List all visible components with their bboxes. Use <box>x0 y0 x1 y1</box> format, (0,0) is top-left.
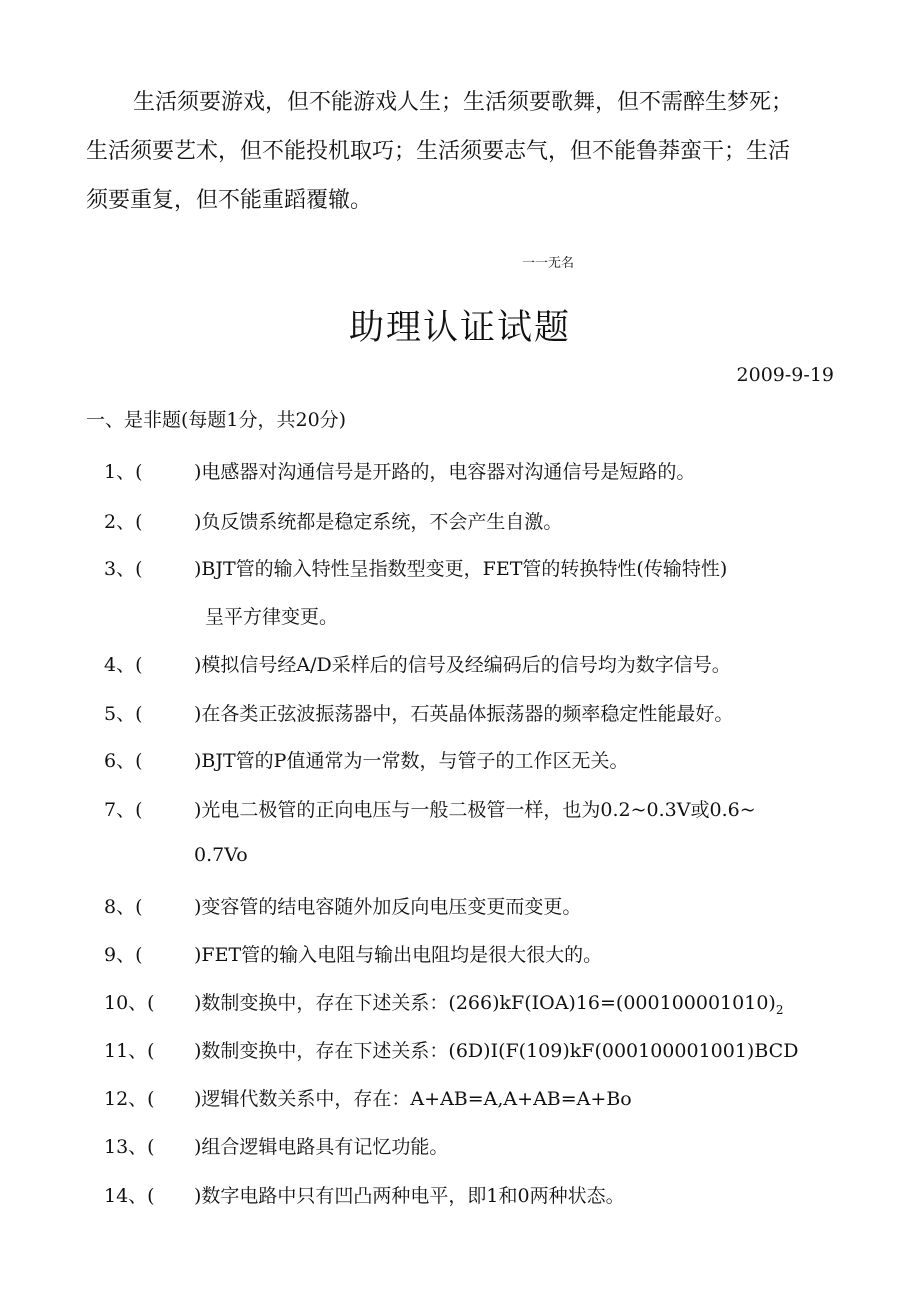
question-item <box>104 650 731 677</box>
question-item <box>104 988 784 1017</box>
question-text: )负反馈系统都是稳定系统，不会产生自激。 <box>194 511 563 533</box>
question-text: )FET管的输入电阻与输出电阻均是很大很大的。 <box>194 944 603 966</box>
question-number: 5、( <box>104 703 143 725</box>
question-text: )数制变换中，存在下述关系：(6D)I(F(109)kF(000100001001)BCD <box>194 1040 799 1062</box>
question-text-continuation: 0.7Vo <box>194 844 248 866</box>
epigraph-line-2: 生活须要艺术，但不能投机取巧；生活须要志气，但不能鲁莽蛮干；生活 <box>86 139 791 164</box>
question-item <box>104 1036 799 1063</box>
question-number: 12、( <box>104 1088 155 1110</box>
epigraph-line-3: 须要重复，但不能重蹈覆辙。 <box>86 188 373 213</box>
question-text: )数制变换中，存在下述关系：$(266)kF(IOA)16=(000100001010)_2$ <box>194 992 784 1017</box>
subscript: 2 <box>775 1002 784 1017</box>
exam-date: 2009-9-19 <box>736 364 834 386</box>
question-text-continuation: 呈平方律变更。 <box>205 606 339 628</box>
epigraph <box>86 78 846 225</box>
question-number: 3、( <box>104 558 143 580</box>
question-item <box>104 457 696 484</box>
question-number: 10、( <box>104 992 155 1014</box>
question-text: )变容管的结电容随外加反向电压变更而变更。 <box>194 896 582 918</box>
question-number: 11、( <box>104 1040 155 1062</box>
question-item <box>104 795 756 822</box>
question-number: 9、( <box>104 944 143 966</box>
question-text: )组合逻辑电路具有记忆功能。 <box>194 1136 449 1158</box>
question-text: )光电二极管的正向电压与一般二极管一样，也为0.2~0.3V或0.6~ <box>194 799 756 821</box>
question-text: )数字电路中只有凹凸两种电平，即1和0两种状态。 <box>194 1185 625 1207</box>
section-heading: 一、是非题(每题1分，共20分) <box>86 409 347 431</box>
page-title: 助理认证试题 <box>348 308 571 348</box>
question-item <box>104 1132 449 1159</box>
question-number: 13、( <box>104 1136 155 1158</box>
question-text: )在各类正弦波振荡器中，石英晶体振荡器的频率稳定性能最好。 <box>194 703 734 725</box>
question-number: 14、( <box>104 1185 155 1207</box>
question-number: 4、( <box>104 654 143 676</box>
question-text: )BJT管的P值通常为一常数，与管子的工作区无关。 <box>194 750 629 772</box>
question-item <box>104 1084 632 1111</box>
question-item <box>104 1181 625 1208</box>
question-item <box>104 892 582 919</box>
question-number: 1、( <box>104 461 143 483</box>
question-item <box>104 554 728 581</box>
question-item <box>104 940 603 967</box>
question-number: 8、( <box>104 896 143 918</box>
question-number: 6、( <box>104 750 143 772</box>
question-item <box>104 699 734 726</box>
epigraph-attribution: 一一无名 <box>522 256 575 271</box>
question-text: )BJT管的输入特性呈指数型变更，FET管的转换特性(传输特性) <box>194 558 728 580</box>
question-item <box>104 507 563 534</box>
question-item <box>104 746 629 773</box>
epigraph-line-1: 生活须要游戏，但不能游戏人生；生活须要歌舞，但不需醉生梦死； <box>133 90 794 115</box>
question-text: )模拟信号经A/D采样后的信号及经编码后的信号均为数字信号。 <box>194 654 731 676</box>
question-text: )电感器对沟通信号是开路的，电容器对沟通信号是短路的。 <box>194 461 696 483</box>
question-text: )逻辑代数关系中，存在：A+AB=A,A+AB=A+Bo <box>194 1088 632 1110</box>
question-number: 7、( <box>104 799 143 821</box>
question-number: 2、( <box>104 511 143 533</box>
